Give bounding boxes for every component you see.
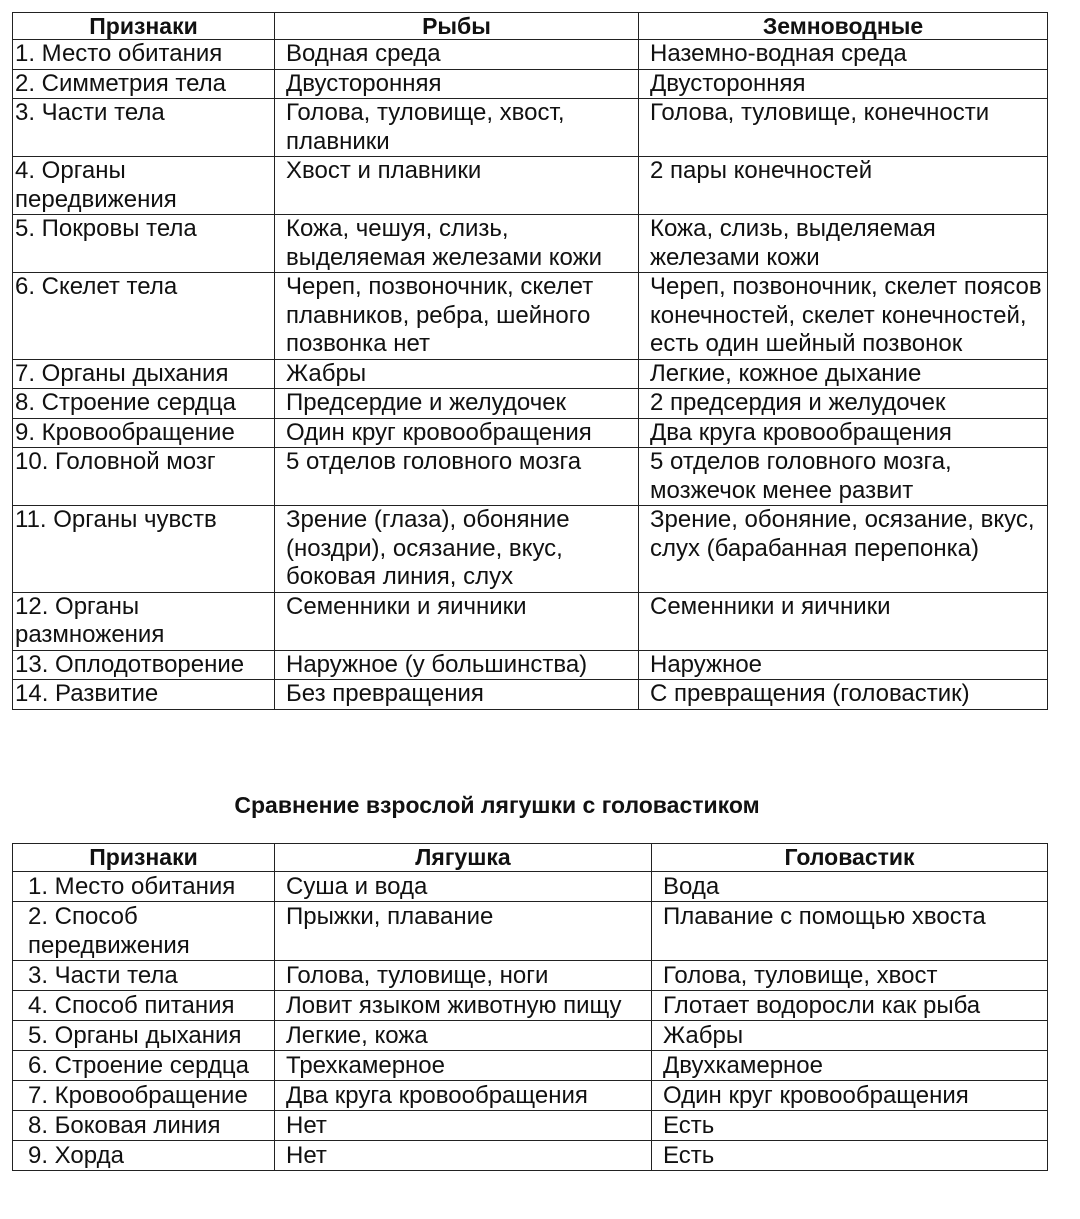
table-cell: Наружное (у большинства)	[275, 650, 639, 680]
table-cell: Трехкамерное	[275, 1051, 652, 1081]
table-cell: Суша и вода	[275, 872, 652, 902]
table-cell: Два круга кровообращения	[275, 1081, 652, 1111]
table-cell: 2. Симметрия тела	[13, 69, 275, 99]
table-row	[13, 273, 1048, 360]
header-cell: Земноводные	[639, 13, 1048, 40]
table-cell: 4. Органы передвижения	[13, 157, 275, 215]
table-cell: Есть	[652, 1111, 1048, 1141]
table-row	[13, 902, 1048, 961]
table-row	[13, 40, 1048, 70]
header-cell: Головастик	[652, 844, 1048, 872]
table-cell: 7. Кровообращение	[13, 1081, 275, 1111]
table-cell: 4. Способ питания	[13, 991, 275, 1021]
table-cell: Хвост и плавники	[275, 157, 639, 215]
table-row	[13, 1021, 1048, 1051]
table-row	[13, 1111, 1048, 1141]
table-cell: 5. Покровы тела	[13, 215, 275, 273]
table-row	[13, 1081, 1048, 1111]
table-row	[13, 592, 1048, 650]
table-cell: Зрение (глаза), обоняние (ноздри), осязание, вкус, боковая линия, слух	[275, 506, 639, 593]
table-row	[13, 418, 1048, 448]
table-cell: Зрение, обоняние, осязание, вкус, слух (барабанная перепонка)	[639, 506, 1048, 593]
table-cell: 10. Головной мозг	[13, 448, 275, 506]
section-title: Сравнение взрослой лягушки с головастиком	[234, 792, 760, 818]
header-cell: Признаки	[13, 844, 275, 872]
table-cell: Наземно-водная среда	[639, 40, 1048, 70]
table-cell: 2 пары конечностей	[639, 157, 1048, 215]
table-cell: Ловит языком животную пищу	[275, 991, 652, 1021]
table-cell: 3. Части тела	[13, 99, 275, 157]
table-cell: 5 отделов головного мозга	[275, 448, 639, 506]
table-cell: 14. Развитие	[13, 680, 275, 710]
table-cell: Нет	[275, 1141, 652, 1171]
table-cell: 2 предсердия и желудочек	[639, 389, 1048, 419]
table-row	[13, 448, 1048, 506]
table-cell: 12. Органы размножения	[13, 592, 275, 650]
table-cell: Водная среда	[275, 40, 639, 70]
table-cell: 9. Кровообращение	[13, 418, 275, 448]
table-cell: Голова, туловище, хвост, плавники	[275, 99, 639, 157]
table-cell: 7. Органы дыхания	[13, 359, 275, 389]
table-cell: Семенники и яичники	[639, 592, 1048, 650]
table-row	[13, 69, 1048, 99]
table-cell: 2. Способ передвижения	[13, 902, 275, 961]
table-cell: Двухкамерное	[652, 1051, 1048, 1081]
table-cell: Череп, позвоночник, скелет плавников, ребра, шейного позвонка нет	[275, 273, 639, 360]
table-cell: Предсердие и желудочек	[275, 389, 639, 419]
table-cell: 13. Оплодотворение	[13, 650, 275, 680]
header-cell: Лягушка	[275, 844, 652, 872]
table-cell: 3. Части тела	[13, 961, 275, 991]
table-row	[13, 389, 1048, 419]
table-cell: 5. Органы дыхания	[13, 1021, 275, 1051]
table-cell: 8. Строение сердца	[13, 389, 275, 419]
table-cell: Плавание с помощью хвоста	[652, 902, 1048, 961]
table-header-row	[13, 844, 1048, 872]
table-cell: С превращения (головастик)	[639, 680, 1048, 710]
table-row	[13, 991, 1048, 1021]
table-cell: Наружное	[639, 650, 1048, 680]
table-cell: Жабры	[652, 1021, 1048, 1051]
header-cell: Признаки	[13, 13, 275, 40]
header-cell: Рыбы	[275, 13, 639, 40]
table-row	[13, 650, 1048, 680]
table-cell: 6. Строение сердца	[13, 1051, 275, 1081]
table-cell: 8. Боковая линия	[13, 1111, 275, 1141]
table-row	[13, 680, 1048, 710]
table-cell: Прыжки, плавание	[275, 902, 652, 961]
table-cell: Два круга кровообращения	[639, 418, 1048, 448]
table-cell: 6. Скелет тела	[13, 273, 275, 360]
table-cell: 9. Хорда	[13, 1141, 275, 1171]
table-cell: Есть	[652, 1141, 1048, 1171]
table-cell: Череп, позвоночник, скелет поясов конечностей, скелет конечностей, есть один шейный позвонок	[639, 273, 1048, 360]
table-row	[13, 961, 1048, 991]
table-cell: Голова, туловище, ноги	[275, 961, 652, 991]
table-cell: 1. Место обитания	[13, 40, 275, 70]
frog-tadpole-comparison-table	[12, 843, 1048, 1171]
table-cell: 11. Органы чувств	[13, 506, 275, 593]
table-cell: Семенники и яичники	[275, 592, 639, 650]
table-cell: Вода	[652, 872, 1048, 902]
table-cell: Глотает водоросли как рыба	[652, 991, 1048, 1021]
table-cell: Нет	[275, 1111, 652, 1141]
table-cell: 5 отделов головного мозга, мозжечок менее развит	[639, 448, 1048, 506]
table-row	[13, 215, 1048, 273]
table-header-row	[13, 13, 1048, 40]
table-row	[13, 359, 1048, 389]
table-cell: Двусторонняя	[275, 69, 639, 99]
table-cell: Легкие, кожа	[275, 1021, 652, 1051]
table-cell: Кожа, слизь, выделяемая железами кожи	[639, 215, 1048, 273]
table-cell: Жабры	[275, 359, 639, 389]
table-cell: Один круг кровообращения	[652, 1081, 1048, 1111]
table-row	[13, 1141, 1048, 1171]
table-row	[13, 506, 1048, 593]
table-cell: 1. Место обитания	[13, 872, 275, 902]
table-row	[13, 157, 1048, 215]
table-cell: Без превращения	[275, 680, 639, 710]
table-cell: Голова, туловище, конечности	[639, 99, 1048, 157]
table-cell: Кожа, чешуя, слизь, выделяемая железами кожи	[275, 215, 639, 273]
table-cell: Легкие, кожное дыхание	[639, 359, 1048, 389]
table-cell: Двусторонняя	[639, 69, 1048, 99]
fish-amphibian-comparison-table	[12, 12, 1048, 710]
table-row	[13, 99, 1048, 157]
table-cell: Один круг кровообращения	[275, 418, 639, 448]
table-cell: Голова, туловище, хвост	[652, 961, 1048, 991]
table-row	[13, 1051, 1048, 1081]
table-row	[13, 872, 1048, 902]
